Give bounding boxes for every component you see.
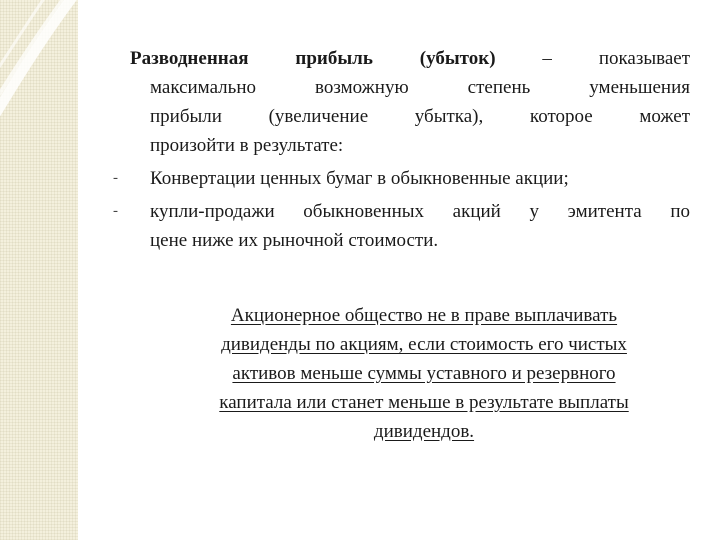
bullet-item (113, 197, 690, 255)
definition-line1-rest: показывает (598, 48, 691, 69)
bullet-marker: - (113, 203, 118, 219)
decorative-curves (0, 0, 78, 540)
definition-term: Разводненная прибыль (убыток) (130, 48, 496, 69)
definition-continuation (130, 73, 690, 160)
dividend-note (150, 301, 698, 446)
decorative-side-band (0, 0, 78, 540)
bullet-text: цене ниже их рыночной стоимости. (150, 230, 439, 251)
definition-first-line (130, 44, 690, 73)
bullet-text: Конвертации ценных бумаг в обыкновенные акции; (150, 168, 569, 189)
bullet-item (113, 164, 690, 193)
definition-paragraph (130, 44, 690, 160)
note-line: активов меньше суммы уставного и резервного (232, 363, 616, 384)
bullet-marker: - (113, 170, 118, 186)
slide-content (113, 44, 691, 255)
definition-dash: – (542, 48, 552, 69)
note-line: Акционерное общество не в праве выплачивать (230, 305, 618, 326)
bullet-list (113, 164, 690, 255)
note-line: дивиденды по акциям, если стоимость его чистых (221, 334, 627, 355)
note-line: дивидендов. (373, 421, 475, 442)
definition-line: максимально возможную степень уменьшения (150, 77, 690, 98)
definition-line: произойти в результате: (150, 135, 344, 156)
definition-line: прибыли (увеличение убытка), которое может (150, 106, 690, 127)
note-line: капитала или станет меньше в результате выплаты (219, 392, 629, 413)
bullet-text: купли-продажи обыкновенных акций у эмитента по (150, 201, 690, 222)
